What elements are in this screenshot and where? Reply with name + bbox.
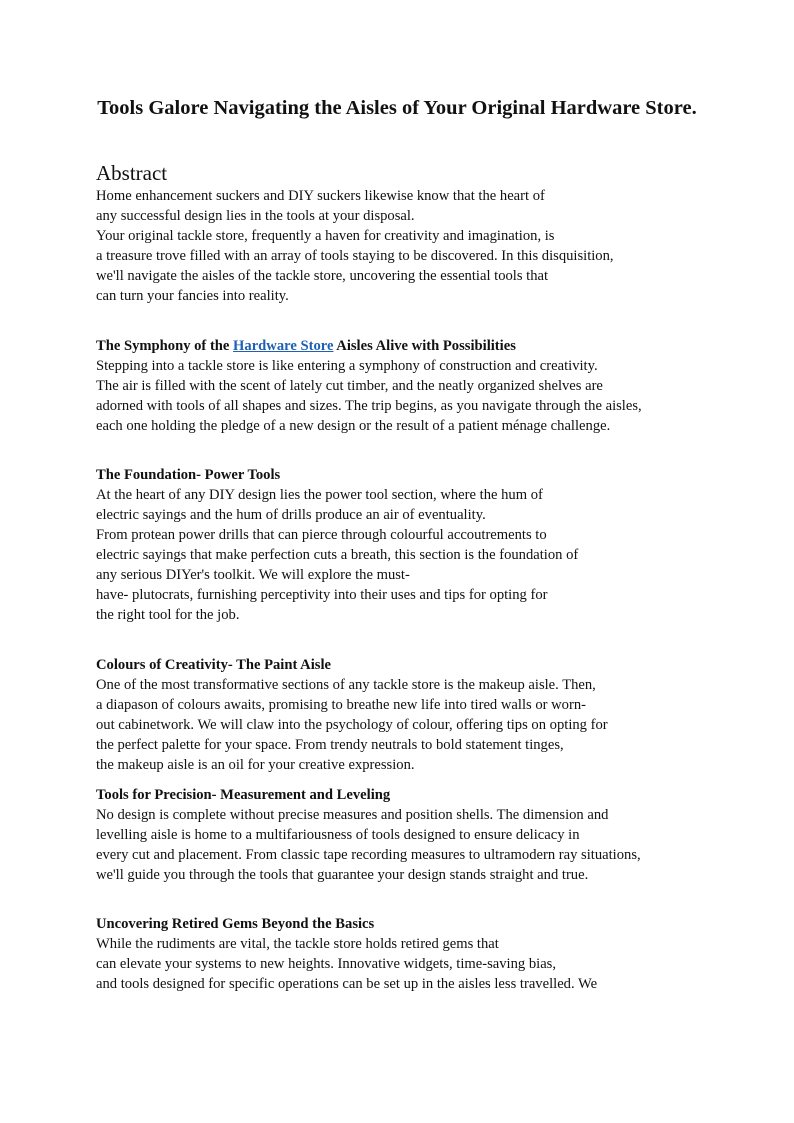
paragraph-line: every cut and placement. From classic tape recording measures to ultramodern ray situations, — [96, 847, 641, 863]
paragraph-line: levelling aisle is home to a multifariousness of tools designed to ensure delicacy in — [96, 827, 580, 843]
paragraph-line: adorned with tools of all shapes and sizes. The trip begins, as you navigate through the aisles, — [96, 398, 642, 414]
section-heading: The Foundation- Power Tools — [96, 467, 281, 483]
paragraph-line: While the rudiments are vital, the tackle store holds retired gems that — [96, 936, 499, 952]
paragraph-line: each one holding the pledge of a new design or the result of a patient ménage challenge. — [96, 418, 611, 434]
abstract-line: Home enhancement suckers and DIY suckers likewise know that the heart of — [96, 188, 545, 204]
paragraph-line: out cabinetwork. We will claw into the psychology of colour, offering tips on opting for — [96, 717, 608, 733]
section-heading: Tools for Precision- Measurement and Leveling — [96, 787, 391, 803]
paragraph-line: and tools designed for specific operations can be set up in the aisles less travelled. We — [96, 976, 598, 992]
section-symphony — [96, 336, 716, 436]
abstract-body — [96, 186, 716, 306]
document-title: Tools Galore Navigating the Aisles of Your Original Hardware Store. — [97, 97, 697, 119]
paragraph-line: electric sayings that make perfection cuts a breath, this section is the foundation of — [96, 547, 579, 563]
paragraph-line: No design is complete without precise measures and position shells. The dimension and — [96, 807, 609, 823]
heading-text: The Symphony of the — [96, 338, 234, 354]
section-paint-aisle — [96, 655, 716, 775]
paragraph-line: a diapason of colours awaits, promising to breathe new life into tired walls or worn- — [96, 697, 586, 713]
paragraph-line: electric sayings and the hum of drills produce an air of eventuality. — [96, 507, 486, 523]
section-heading: Uncovering Retired Gems Beyond the Basics — [96, 916, 375, 932]
paragraph-line: the makeup aisle is an oil for your creative expression. — [96, 757, 415, 773]
section-power-tools — [96, 465, 716, 625]
paragraph-line: can elevate your systems to new heights. Innovative widgets, time-saving bias, — [96, 956, 557, 972]
abstract-line: can turn your fancies into reality. — [96, 288, 289, 304]
paragraph-line: the right tool for the job. — [96, 607, 240, 623]
abstract-line: any successful design lies in the tools at your disposal. — [96, 208, 415, 224]
paragraph-line: From protean power drills that can pierce through colourful accoutrements to — [96, 527, 547, 543]
abstract-line: a treasure trove filled with an array of tools staying to be discovered. In this disquisition, — [96, 248, 614, 264]
paragraph-line: any serious DIYer's toolkit. We will explore the must- — [96, 567, 410, 583]
paragraph-line: At the heart of any DIY design lies the power tool section, where the hum of — [96, 487, 543, 503]
section-heading — [96, 336, 716, 356]
paragraph-line: we'll guide you through the tools that guarantee your design stands straight and true. — [96, 867, 589, 883]
hardware-store-link[interactable]: Hardware Store — [233, 338, 334, 354]
section-precision — [96, 785, 716, 885]
paragraph-line: have- plutocrats, furnishing perceptivity into their uses and tips for opting for — [96, 587, 548, 603]
heading-text: Aisles Alive with Possibilities — [333, 338, 516, 354]
abstract-heading: Abstract — [96, 161, 168, 185]
abstract-line: we'll navigate the aisles of the tackle store, uncovering the essential tools that — [96, 268, 549, 284]
paragraph-line: The air is filled with the scent of lately cut timber, and the neatly organized shelves are — [96, 378, 603, 394]
paragraph-line: the perfect palette for your space. From trendy neutrals to bold statement tinges, — [96, 737, 564, 753]
paragraph-line: Stepping into a tackle store is like entering a symphony of construction and creativity. — [96, 358, 598, 374]
section-heading: Colours of Creativity- The Paint Aisle — [96, 657, 331, 673]
abstract-line: Your original tackle store, frequently a haven for creativity and imagination, is — [96, 228, 555, 244]
paragraph-line: One of the most transformative sections of any tackle store is the makeup aisle. Then, — [96, 677, 596, 693]
section-hidden-gems — [96, 914, 716, 994]
